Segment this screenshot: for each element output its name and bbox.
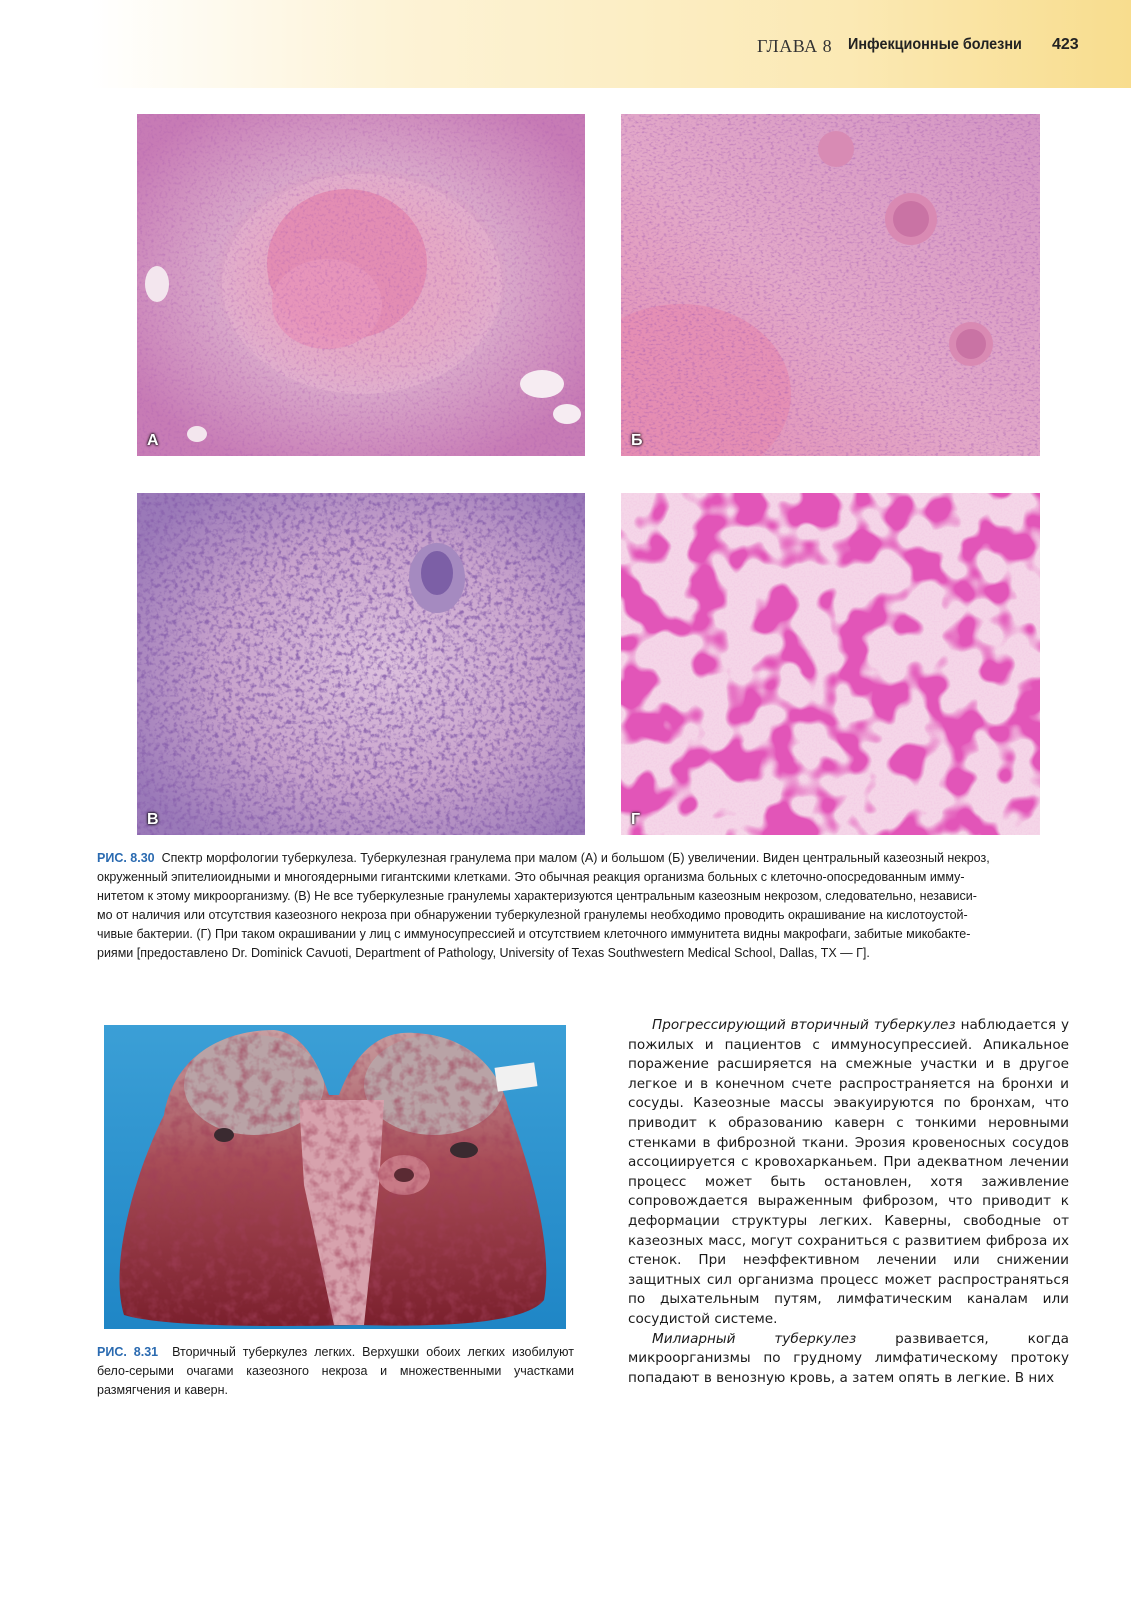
caption-line: мо от наличия или отсутствия казеозного некроза при обнаружении туберкулезной гранулемы необходимо проводить окрашивание на кислотоустой- (97, 908, 968, 922)
lung-specimen-image (104, 1025, 566, 1329)
micrograph-a-image (137, 114, 585, 456)
lung-specimen-photo (104, 1025, 566, 1329)
micrograph-panel-d (621, 493, 1040, 835)
page-header (0, 0, 1131, 88)
term-progressive-secondary-tb: Прогрессирующий вторичный туберкулез (652, 1017, 956, 1033)
caption-line-text: Спектр морфологии туберкулеза. Туберкулезная гранулема при малом (А) и большом (Б) увеличении. Виден центральный казеозный некроз, (161, 851, 990, 865)
caption-line: чивые бактерии. (Г) При таком окрашивании у лиц с иммуносупрессией и отсутствием клеточного иммунитета видны макрофаги, забитые микобакте- (97, 927, 971, 941)
figure-831-caption (97, 1343, 574, 1400)
micrograph-panel-c (137, 493, 585, 835)
chapter-title: Инфекционные болезни (848, 36, 1022, 53)
figure-831-caption-text: Вторичный туберкулез легких. Верхушки обоих легких изобилуют бело-серыми очагами казеозного некроза и множественными участками размягчения и каверн. (97, 1345, 574, 1397)
caption-line (97, 849, 1082, 868)
caption-line: окруженный эпителиоидными и многоядерными гигантскими клетками. Это обычная реакция организма больных с клеточно-опосредованным имму- (97, 870, 965, 884)
panel-label-b: Б (631, 432, 643, 449)
figure-831-label: РИС. 8.31 (97, 1345, 159, 1359)
panel-label-d: Г (631, 811, 641, 828)
paragraph-miliary-tb (628, 1330, 1069, 1389)
chapter-label: ГЛАВА 8 (757, 36, 833, 56)
figure-830-caption (97, 849, 1082, 963)
paragraph-text: наблюдается у пожилых и пациентов с иммуносупрессией. Апикальное поражение расширяется на смежные участки и в другое легкое и в конечном счете распространяется на бронхи и сосуды. Казеозные массы эвакуируются по бронхам, что приводит к образованию каверн с тонкими неровными стенками в фиброзной ткани. Эрозия кровеносных сосудов ассоциируется с кровохарканьем. При адекватном лечении процесс может быть остановлен, хотя заживление сопровождается выраженным фиброзом, что приводит к деформации структуры легких. Каверны, свободные от казеозных масс, могут сохраниться с развитием фиброза их стенок. При неэффективном лечении или снижении защитных сил организма процесс может распространяться по дыхательным путям, лимфатическим каналам или сосудистой системе. (628, 1017, 1069, 1327)
micrograph-panel-b (621, 114, 1040, 456)
caption-line: нитетом к этому микроорганизму. (В) Не все туберкулезные гранулемы характеризуются центральным казеозным некрозом, следовательно, независи- (97, 889, 977, 903)
micrograph-c-image (137, 493, 585, 835)
panel-label-c: В (147, 811, 159, 828)
body-text (628, 1016, 1069, 1388)
caption-line: риями [предоставлено Dr. Dominick Cavuoti, Department of Pathology, University of Texas Southwestern Medical School, Dallas, TX — Г]. (97, 946, 870, 960)
page-number: 423 (1052, 36, 1079, 53)
micrograph-panel-a (137, 114, 585, 456)
micrograph-b-image (621, 114, 1040, 456)
micrograph-d-image (621, 493, 1040, 835)
term-miliary-tb: Милиарный туберкулез (652, 1330, 857, 1347)
panel-label-a: А (147, 432, 159, 449)
paragraph-text: развивается, когда микроорганизмы по грудному лимфатическому протоку попадают в венозную кровь, а затем опять в легкие. В них (628, 1330, 1070, 1386)
figure-830-label: РИС. 8.30 (97, 851, 155, 865)
paragraph-secondary-tb (628, 1016, 1069, 1330)
